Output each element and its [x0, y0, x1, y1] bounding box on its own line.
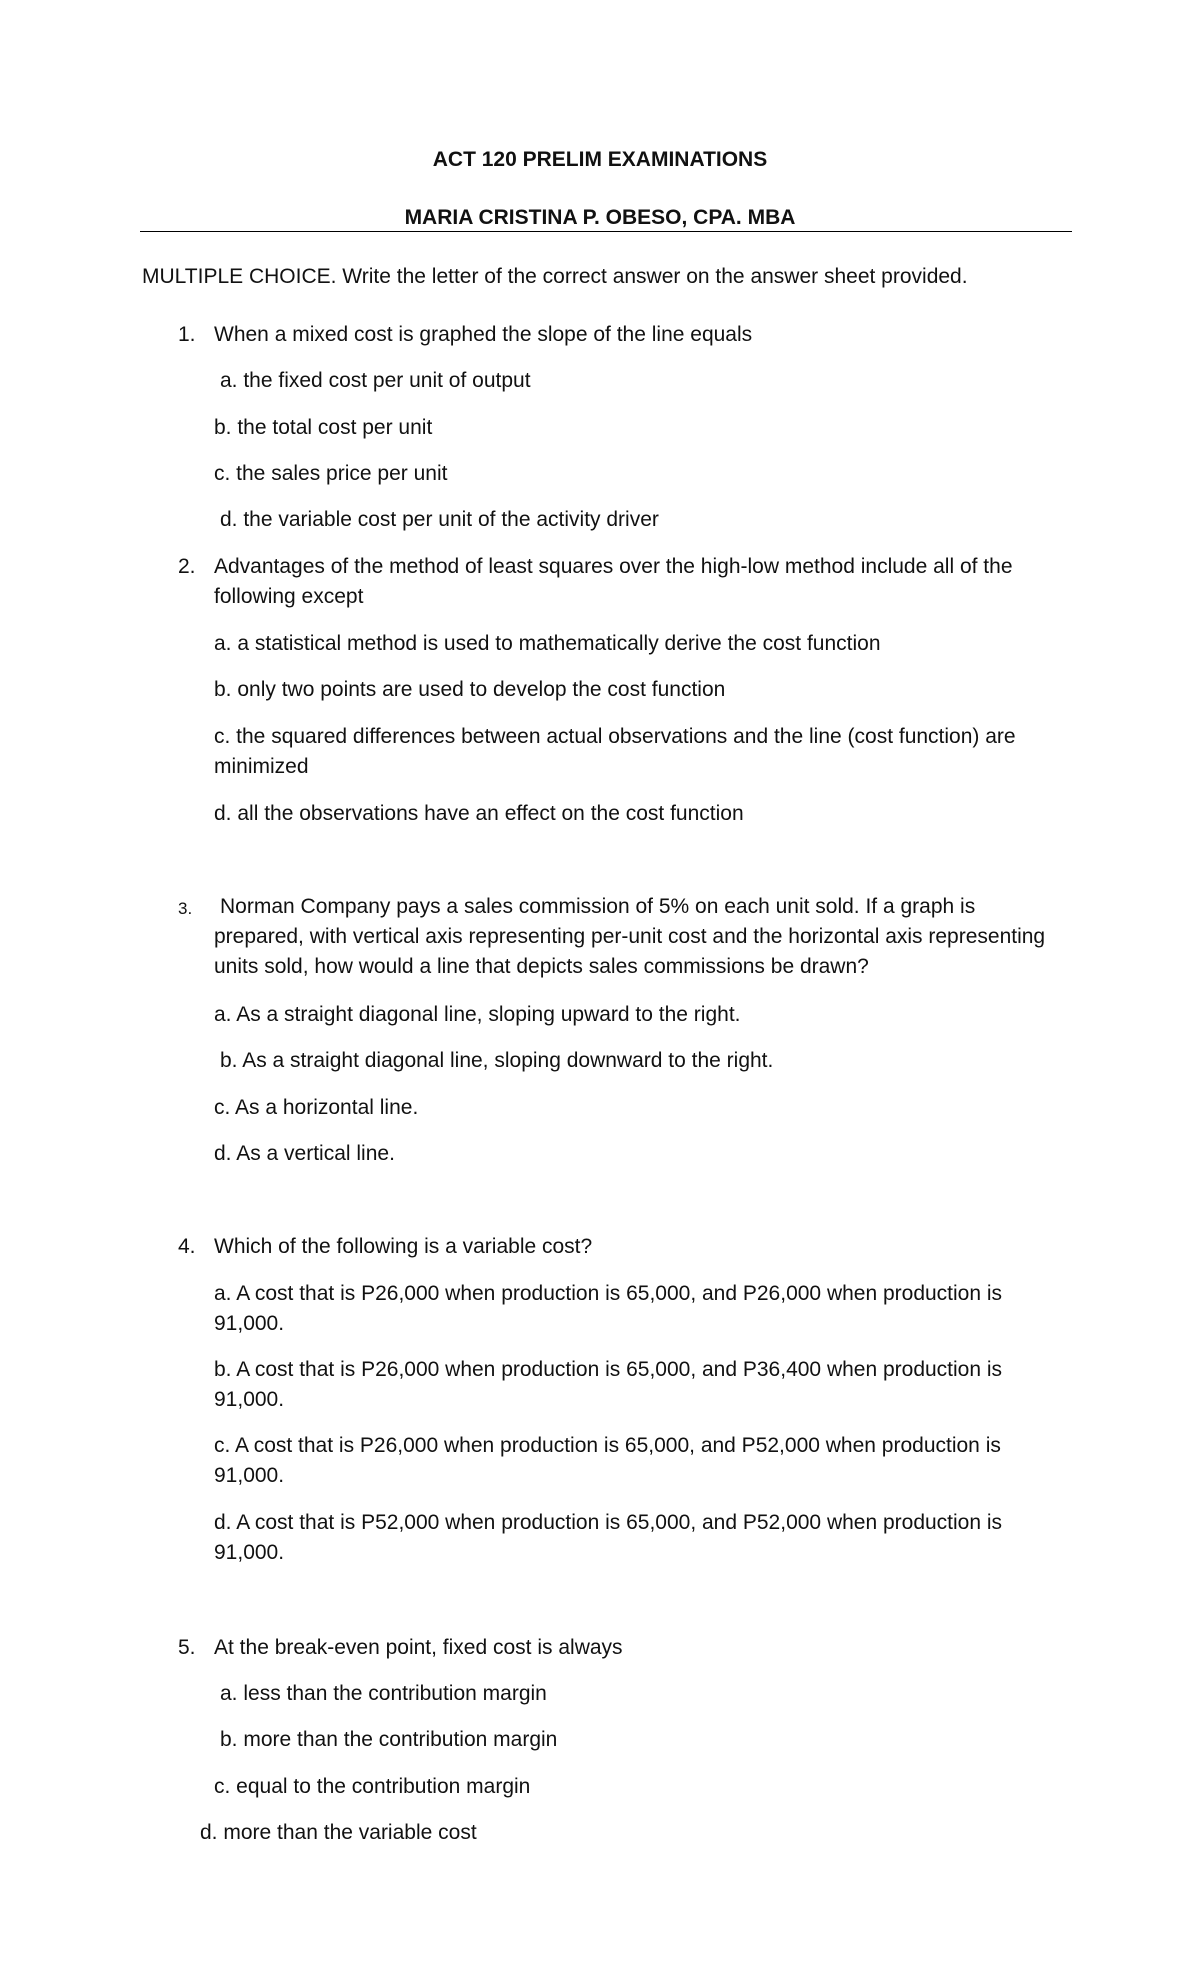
question-stem: Advantages of the method of least squares over the high-low method include all of the following except [214, 555, 1013, 608]
question-number: 5. [178, 1636, 196, 1659]
question-number: 4. [178, 1235, 196, 1258]
option-c: c. equal to the contribution margin [214, 1775, 531, 1798]
option-d: d. all the observations have an effect on the cost function [214, 802, 744, 825]
option-c: c. As a horizontal line. [214, 1096, 419, 1119]
question-number: 1. [178, 323, 196, 346]
option-b: b. A cost that is P26,000 when production is 65,000, and P36,400 when production is 91,000. [214, 1358, 1003, 1411]
option-c: c. the sales price per unit [214, 462, 448, 485]
option-b: b. the total cost per unit [214, 416, 433, 439]
question-stem: Norman Company pays a sales commission of 5% on each unit sold. If a graph is prepared, with vertical axis representing per-unit cost and the horizontal axis representing units sold, how would a line that depicts sales commissions be drawn? [214, 895, 1046, 978]
option-a: a. a statistical method is used to mathematically derive the cost function [214, 632, 881, 655]
exam-title: ACT 120 PRELIM EXAMINATIONS [432, 148, 768, 171]
option-b: b. only two points are used to develop the cost function [214, 678, 726, 701]
question-number: 3. [178, 899, 193, 918]
option-a: a. As a straight diagonal line, sloping upward to the right. [214, 1003, 741, 1026]
question-stem: When a mixed cost is graphed the slope of the line equals [214, 323, 753, 346]
option-b: b. As a straight diagonal line, sloping downward to the right. [220, 1049, 774, 1072]
question-stem: At the break-even point, fixed cost is always [214, 1636, 623, 1659]
option-a: a. less than the contribution margin [220, 1682, 547, 1705]
option-a: a. the fixed cost per unit of output [220, 369, 531, 392]
option-d: d. more than the variable cost [200, 1821, 477, 1844]
option-c: c. the squared differences between actual observations and the line (cost function) are minimized [214, 725, 1016, 778]
option-b: b. more than the contribution margin [220, 1728, 558, 1751]
instructions: MULTIPLE CHOICE. Write the letter of the correct answer on the answer sheet provided. [142, 265, 968, 288]
option-d: d. the variable cost per unit of the activity driver [220, 508, 659, 531]
header-divider [140, 231, 1072, 232]
question-number: 2. [178, 555, 196, 578]
option-c: c. A cost that is P26,000 when production is 65,000, and P52,000 when production is 91,000. [214, 1434, 1001, 1487]
option-d: d. A cost that is P52,000 when production is 65,000, and P52,000 when production is 91,000. [214, 1511, 1003, 1564]
option-d: d. As a vertical line. [214, 1142, 395, 1165]
option-a: a. A cost that is P26,000 when production is 65,000, and P26,000 when production is 91,000. [214, 1282, 1003, 1335]
exam-author: MARIA CRISTINA P. OBESO, CPA. MBA [404, 206, 796, 229]
question-stem: Which of the following is a variable cost? [214, 1235, 593, 1258]
